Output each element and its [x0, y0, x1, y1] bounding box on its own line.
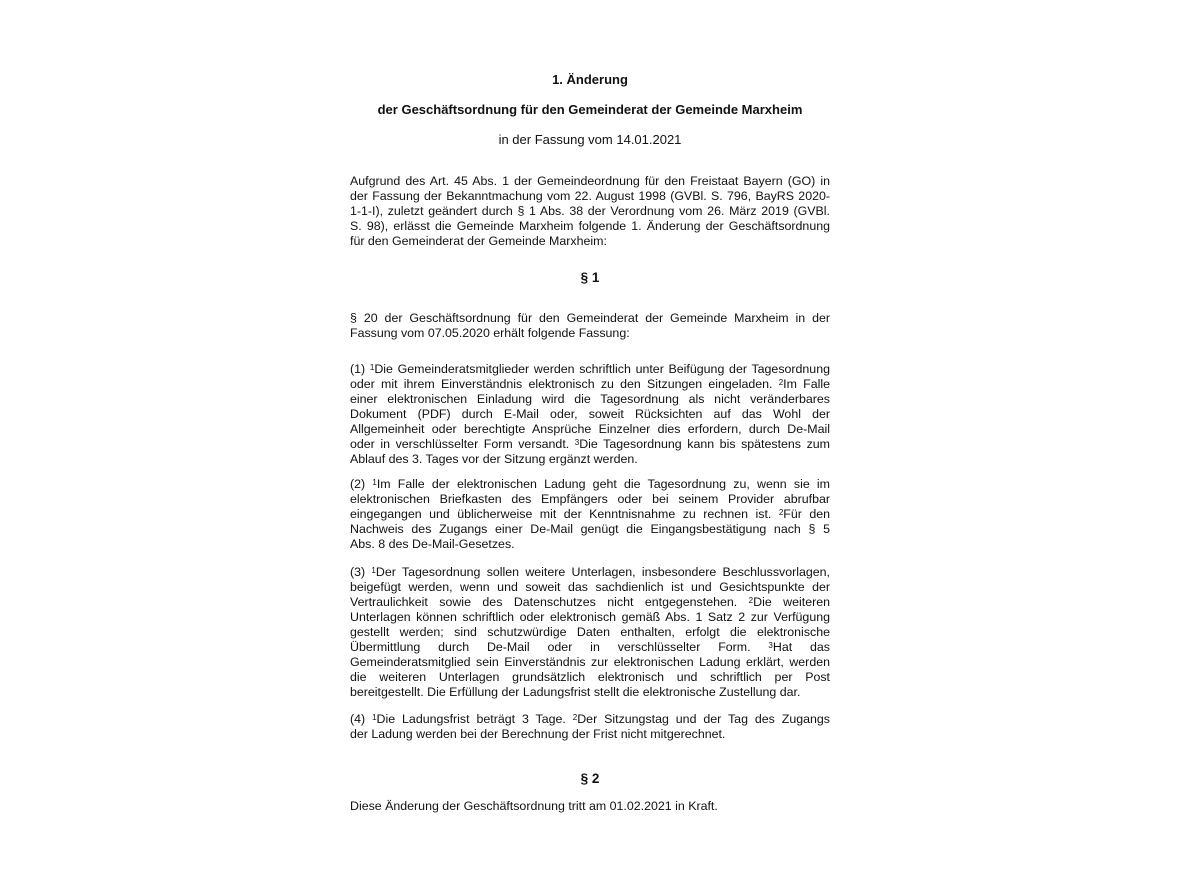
paragraph-number: (3) [350, 565, 372, 579]
paragraph-line [350, 565, 830, 580]
preamble-line: S. 98), erlässt die Gemeinde Marxheim folgende 1. Änderung der Geschäftsordnung [350, 219, 830, 234]
paragraph-line [350, 595, 830, 610]
sentence-number: 1 [369, 362, 375, 372]
sentence-text: Im Falle [783, 377, 830, 392]
sentence-text: Der Sitzungstag und der Tag des Zugangs [577, 712, 831, 726]
paragraph-line: gestellt werden; sind schutzwürdige Daten enthalten, erfolgt die elektronische [350, 625, 830, 640]
intro-line: § 20 der Geschäftsordnung für den Gemeinderat der Gemeinde Marxheim in der [350, 311, 830, 325]
paragraph-line: bereitgestellt. Die Erfüllung der Ladungsfrist stellt die elektronische Zustellung dar. [350, 685, 801, 700]
sentence-number: 2 [748, 595, 754, 605]
document-title: 1. Änderung [552, 72, 628, 87]
sentence-text: Die Tagesordnung kann bis spätestens zum [579, 437, 830, 452]
preamble-paragraph [350, 174, 830, 249]
sentence-number: 2 [778, 377, 784, 387]
paragraph-line: Dokument (PDF) durch E-Mail oder, soweit Rücksichten auf das Wohl der [350, 407, 830, 422]
sentence-number: 1 [371, 565, 376, 575]
preamble-line: für den Gemeinderat der Gemeinde Marxheim: [350, 234, 607, 249]
paragraph-line [350, 507, 830, 522]
paragraph-2 [350, 477, 830, 552]
paragraph-line [350, 477, 830, 492]
sentence-text: Die Gemeinderatsmitglieder werden schriftlich unter Beifügung der Tagesordnung [374, 362, 830, 376]
sentence-number: 3 [574, 438, 580, 448]
intro-line: Fassung vom 07.05.2020 erhält folgende Fassung: [350, 326, 630, 341]
section-2-text [350, 799, 830, 814]
paragraph-line: Abs. 8 des De-Mail-Gesetzes. [350, 537, 515, 552]
paragraph-line [350, 712, 830, 727]
paragraph-line [350, 437, 830, 452]
sentence-text: Hat das [772, 640, 831, 655]
section-2-heading: § 2 [580, 771, 600, 786]
preamble-line: Aufgrund des Art. 45 Abs. 1 der Gemeindeordnung für den Freistaat Bayern (GO) in [350, 174, 830, 188]
document-page [350, 0, 830, 885]
paragraph-number: (1) [350, 362, 370, 376]
paragraph-line [350, 377, 830, 392]
paragraph-line: die weiteren Unterlagen grundsätzlich elektronisch und schriftlich per Post [350, 670, 830, 685]
sentence-number: 1 [372, 477, 377, 487]
paragraph-line: elektronischen Briefkasten des Empfängers oder bei seinem Provider abrufbar [350, 492, 830, 507]
sentence-number: 2 [778, 507, 784, 517]
paragraph-line: Ablauf des 3. Tages vor der Sitzung ergänzt werden. [350, 452, 638, 467]
paragraph-line [350, 640, 830, 655]
sentence-text: Die weiteren [753, 595, 831, 610]
section-1-heading: § 1 [580, 270, 600, 285]
paragraph-number: (2) [350, 477, 373, 491]
paragraph-line: Unterlagen können schriftlich oder elektronisch gemäß Abs. 1 Satz 2 zur Verfügung [350, 610, 830, 625]
closing-line: Diese Änderung der Geschäftsordnung tritt am 01.02.2021 in Kraft. [350, 799, 718, 813]
sentence-text: Übermittlung durch De-Mail oder in verschlüsselter Form. [350, 640, 769, 655]
section-1-intro [350, 311, 830, 341]
preamble-line: der Fassung der Bekanntmachung vom 22. August 1998 (GVBl. S. 796, BayRS 2020- [350, 189, 830, 204]
paragraph-line: beigefügt werden, wenn und soweit das sachdienlich ist und Gesichtspunkte der [350, 580, 830, 595]
sentence-text: oder mit ihrem Einverständnis elektronisch zu den Sitzungen eingeladen. [350, 377, 779, 392]
sentence-number: 2 [572, 712, 578, 722]
sentence-text: Für den [783, 507, 831, 522]
sentence-text: eingegangen und üblicherweise mit der Kenntnisnahme zu rechnen ist. [350, 507, 779, 522]
paragraph-number: (4) [350, 712, 373, 726]
paragraph-line [350, 362, 830, 377]
sentence-text: Der Tagesordnung sollen weitere Unterlagen, insbesondere Beschlussvorlagen, [375, 565, 830, 579]
paragraph-line: Allgemeinheit oder berechtigte Ansprüche Einzelner dies erfordern, durch De-Mail [350, 422, 830, 437]
sentence-text: Im Falle der elektronischen Ladung geht die Tagesordnung zu, wenn sie im [376, 477, 831, 491]
paragraph-line: Nachweis des Zugangs einer De-Mail genügt die Eingangsbestätigung nach § 5 [350, 522, 830, 537]
sentence-text: Die Ladungsfrist beträgt 3 Tage. [376, 712, 573, 726]
paragraph-4 [350, 712, 830, 742]
sentence-number: 3 [768, 641, 773, 651]
paragraph-line: der Ladung werden bei der Berechnung der Frist nicht mitgerechnet. [350, 727, 726, 742]
document-version-line: in der Fassung vom 14.01.2021 [498, 132, 682, 147]
paragraph-1 [350, 362, 830, 467]
document-subtitle: der Geschäftsordnung für den Gemeinderat der Gemeinde Marxheim [377, 102, 803, 117]
paragraph-line: einer elektronischen Einladung wird die Tagesordnung als nicht veränderbares [350, 392, 830, 407]
paragraph-line: Gemeinderatsmitglied sein Einverständnis zur elektronischen Ladung erklärt, werden [350, 655, 830, 670]
sentence-number: 1 [372, 712, 377, 722]
sentence-text: Vertraulichkeit sowie des Datenschutzes nicht entgegenstehen. [350, 595, 749, 610]
preamble-line: 1-1-I), zuletzt geändert durch § 1 Abs. 38 der Verordnung vom 26. März 2019 (GVBl. [350, 204, 830, 219]
sentence-text: oder in verschlüsselter Form versandt. [350, 437, 575, 452]
paragraph-3 [350, 565, 830, 700]
